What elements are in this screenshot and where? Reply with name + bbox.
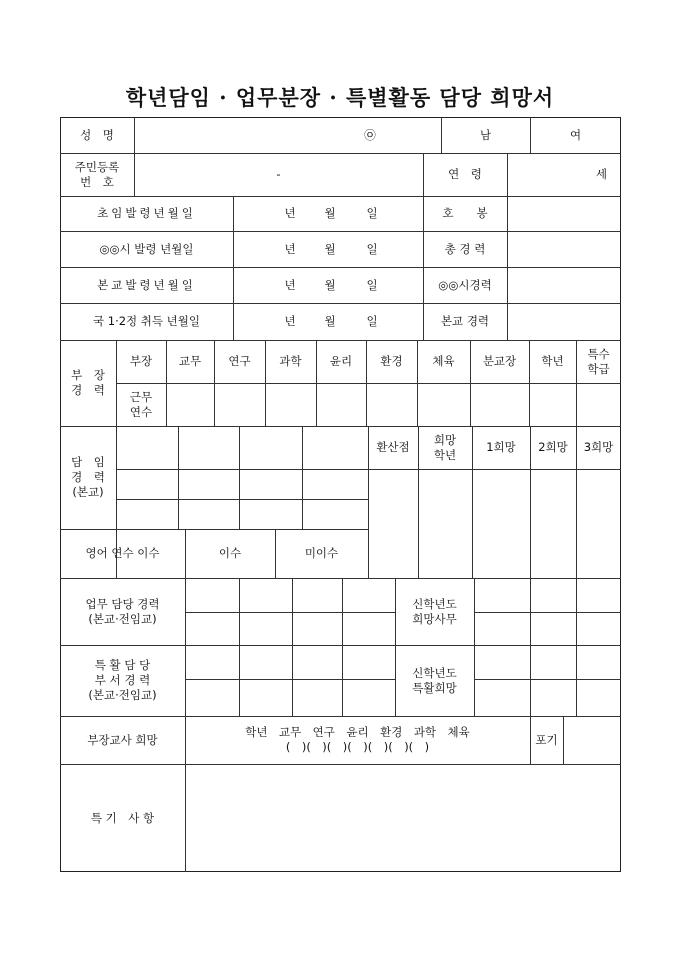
work-years-label xyxy=(116,383,166,426)
total-career-label: 총 경 력 xyxy=(444,241,486,256)
col-divider xyxy=(342,578,343,716)
rrn-label-line2: 번 호 xyxy=(80,174,114,189)
wish-grade-header xyxy=(418,426,472,469)
city-appointment-label: ◎◎시 발령 년월일 xyxy=(99,241,194,256)
club-career-label xyxy=(60,645,185,716)
score-header: 환산점 xyxy=(376,440,410,454)
club-career-line2: 부 서 경 력 xyxy=(94,673,151,687)
club-career-line1: 특 활 담 당 xyxy=(94,658,151,672)
remarks-label: 특 기 사 항 xyxy=(90,810,155,825)
row-divider xyxy=(474,612,621,613)
row-divider xyxy=(116,383,621,384)
year-unit: 년 xyxy=(284,277,296,292)
certificate-date-label: 국 1·2정 취득 년월일 xyxy=(92,314,201,328)
header-special-class xyxy=(576,340,621,383)
rrn-separator: - xyxy=(276,167,281,181)
head-teacher-wish-options[interactable] xyxy=(185,716,530,764)
row-divider xyxy=(116,469,368,470)
second-choice-header: 2희망 xyxy=(538,440,568,454)
first-choice-header: 1희망 xyxy=(486,440,516,454)
female-option[interactable]: 여 xyxy=(569,127,582,142)
head-teacher-wish-label: 부장교사 희망 xyxy=(87,732,158,747)
header-cheyuk: 체육 xyxy=(432,354,455,368)
city-career-label: ◎◎시경력 xyxy=(438,277,492,292)
col-divider xyxy=(233,196,234,340)
month-unit: 월 xyxy=(324,241,336,256)
age-unit: 세 xyxy=(595,167,607,181)
special-class-line2: 학급 xyxy=(587,361,610,376)
head-career-label-line2: 경 력 xyxy=(71,383,105,397)
row-divider xyxy=(368,469,621,470)
school-appointment-label: 본교발령년월일 xyxy=(97,277,196,292)
header-bungyojang: 분교장 xyxy=(482,354,517,368)
new-year-club-line1: 신학년도 xyxy=(412,665,457,680)
work-career-line1: 업무 담당 경력 xyxy=(85,596,160,611)
head-career-label xyxy=(60,340,116,426)
header-bujang: 부장 xyxy=(129,354,153,368)
wish-options-line: 학년 교무 연구 윤리 환경 과학 체육 xyxy=(245,725,470,739)
month-unit: 월 xyxy=(324,206,336,220)
col-divider xyxy=(178,426,179,529)
header-yeongu: 연구 xyxy=(228,354,251,368)
new-year-duty-label xyxy=(395,578,474,645)
name-label: 성 명 xyxy=(80,127,114,142)
day-unit: 일 xyxy=(366,241,378,256)
day-unit: 일 xyxy=(366,314,378,328)
col-divider xyxy=(239,426,240,529)
work-years-line1: 근무 xyxy=(129,389,153,404)
head-career-label-line1: 부 장 xyxy=(71,368,105,382)
name-input[interactable] xyxy=(134,117,441,153)
homeroom-line1: 담 임 xyxy=(71,455,105,469)
club-career-line3: (본교·전임교) xyxy=(88,688,157,702)
col-divider xyxy=(530,578,531,716)
col-divider xyxy=(474,578,475,716)
new-year-duty-line1: 신학년도 xyxy=(412,596,457,611)
male-option[interactable]: 남 xyxy=(479,127,492,142)
salary-step-label: 호 봉 xyxy=(442,206,488,220)
col-divider xyxy=(292,578,293,716)
school-career-label: 본교 경력 xyxy=(440,314,490,328)
wish-grade-line1: 희망 xyxy=(433,432,457,447)
year-unit: 년 xyxy=(284,314,296,328)
col-divider xyxy=(239,578,240,716)
col-divider xyxy=(563,716,564,764)
header-yulli: 윤리 xyxy=(329,354,353,368)
not-completed-option[interactable]: 미이수 xyxy=(304,546,339,560)
day-unit: 일 xyxy=(366,206,378,220)
col-divider xyxy=(302,426,303,529)
age-input[interactable] xyxy=(507,153,607,196)
year-unit: 년 xyxy=(284,241,296,256)
seal-mark: ㉧ xyxy=(364,127,376,142)
row-divider xyxy=(185,612,395,613)
month-unit: 월 xyxy=(324,314,336,328)
col-divider xyxy=(576,578,577,716)
header-gwahak: 과학 xyxy=(279,354,302,368)
rrn-label-line1: 주민등록 xyxy=(74,159,120,174)
english-training-label: 영어 연수 이수 xyxy=(85,546,160,560)
homeroom-line3: (본교) xyxy=(72,485,104,499)
row-divider xyxy=(474,679,621,680)
new-year-club-line2: 특활희망 xyxy=(412,680,457,695)
third-choice-header: 3희망 xyxy=(583,440,614,454)
work-years-line2: 연수 xyxy=(129,404,153,419)
row-divider xyxy=(185,679,395,680)
homeroom-career-label xyxy=(60,426,116,529)
rrn-label xyxy=(60,153,134,196)
work-career-line2: (본교·전임교) xyxy=(88,611,157,626)
month-unit: 월 xyxy=(324,277,336,292)
header-hangnyeon: 학년 xyxy=(541,354,564,368)
row-divider xyxy=(116,499,368,500)
rrn-input[interactable] xyxy=(134,153,423,196)
homeroom-line2: 경 력 xyxy=(71,470,105,484)
giveup-label: 포기 xyxy=(535,732,558,747)
form-title: 학년담임 · 업무분장 · 특별활동 담당 희망서 xyxy=(125,85,555,110)
day-unit: 일 xyxy=(366,277,378,292)
wish-parens-line: ( )( )( )( )( )( )( ) xyxy=(285,740,430,754)
age-label: 연 령 xyxy=(448,167,482,181)
header-hwangyeong: 환경 xyxy=(380,354,403,368)
year-unit: 년 xyxy=(284,206,296,220)
completed-option[interactable]: 이수 xyxy=(218,546,242,560)
new-year-duty-line2: 희망사무 xyxy=(412,611,457,626)
work-career-label xyxy=(60,578,185,645)
remarks-input[interactable] xyxy=(185,764,621,872)
header-gyomu: 교무 xyxy=(178,354,202,368)
col-divider xyxy=(507,196,508,340)
wish-grade-line2: 학년 xyxy=(433,447,457,462)
first-appointment-label: 초임발령년월일 xyxy=(97,206,196,220)
new-year-club-label xyxy=(395,645,474,716)
special-class-line1: 특수 xyxy=(587,346,610,361)
